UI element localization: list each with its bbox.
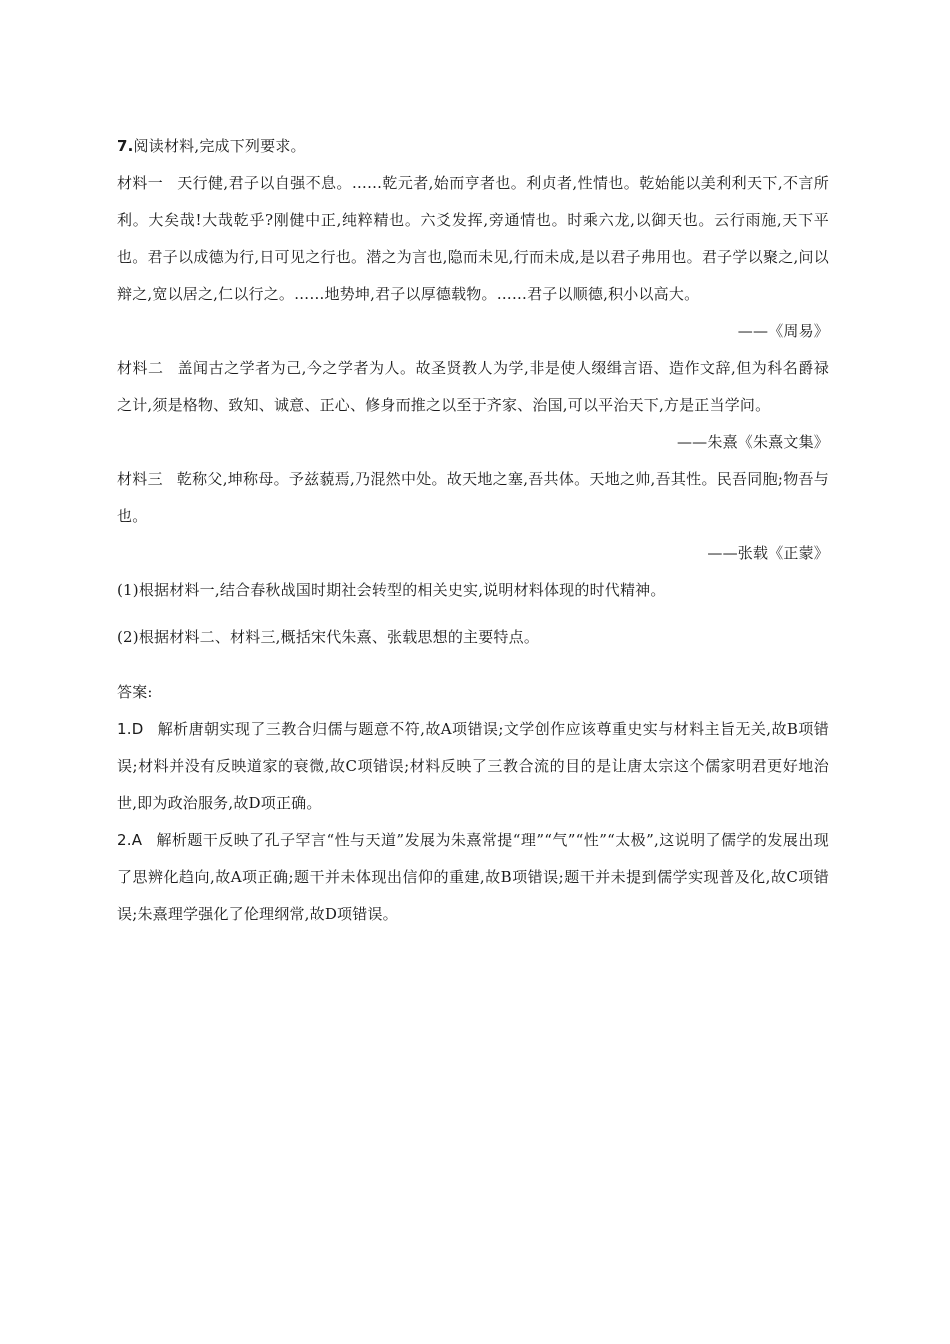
material-1-text: 天行健,君子以自强不息。……乾元者,始而亨者也。利贞者,性情也。乾始能以美利利天下,不言所利。大矣哉!大哉乾乎?刚健中正,纯粹精也。六爻发挥,旁通情也。时乘六龙,以御天也。云行雨施,天下平也。君子以成德为行,日可见之行也。潜之为言也,隐而未见,行而未成,是以君子弗用也。君子学以聚之,问以辩之,宽以居之,仁以行之。……地势坤,君子以厚德载物。……君子以顺德,积小以高大。 xyxy=(117,174,830,303)
material-1-source: ——《周易》 xyxy=(737,322,829,340)
material-3-source: ——张载《正蒙》 xyxy=(707,544,829,562)
sub-question-1: (1)根据材料一,结合春秋战国时期社会转型的相关史实,说明材料体现的时代精神。 xyxy=(117,581,666,599)
material-2-label: 材料二 xyxy=(117,359,164,377)
material-2 xyxy=(117,350,829,424)
material-3-label: 材料三 xyxy=(117,470,163,488)
document-content xyxy=(117,128,829,933)
answer-2 xyxy=(117,822,829,933)
material-3 xyxy=(117,461,829,535)
answer-1-text: 解析唐朝实现了三教合归儒与题意不符,故A项错误;文学创作应该尊重史实与材料主旨无关,故B项错误;材料并没有反映道家的衰微,故C项错误;材料反映了三教合流的目的是让唐太宗这个儒家明君更好地治世,即为政治服务,故D项正确。 xyxy=(117,720,829,812)
question-header xyxy=(117,128,829,165)
answer-2-number: 2.A xyxy=(117,831,143,849)
question-prompt: 阅读材料,完成下列要求。 xyxy=(133,137,306,155)
material-2-text: 盖闻古之学者为己,今之学者为人。故圣贤教人为学,非是使人缀缉言语、造作文辞,但为科名爵禄之计,须是格物、致知、诚意、正心、修身而推之以至于齐家、治国,可以平治天下,方是正当学问。 xyxy=(117,359,830,414)
answer-space-2 xyxy=(117,656,829,674)
question-number: 7. xyxy=(117,137,134,155)
answer-2-text: 解析题干反映了孔子罕言“性与天道”发展为朱熹常提“理”“气”“性”“太极”,这说明了儒学的发展出现了思辨化趋向,故A项正确;题干并未体现出信仰的重建,故B项错误;题干并未提到儒学实现普及化,故C项错误;朱熹理学强化了伦理纲常,故D项错误。 xyxy=(117,831,829,923)
material-3-text: 乾称父,坤称母。予兹藐焉,乃混然中处。故天地之塞,吾共体。天地之帅,吾其性。民吾同胞;物吾与也。 xyxy=(117,470,829,525)
material-2-source: ——朱熹《朱熹文集》 xyxy=(676,433,829,451)
material-1-label: 材料一 xyxy=(117,174,164,192)
answers-heading: 答案: xyxy=(117,683,153,701)
answer-1 xyxy=(117,711,829,822)
material-1 xyxy=(117,165,829,313)
answer-1-number: 1.D xyxy=(117,720,144,738)
sub-question-2: (2)根据材料二、材料三,概括宋代朱熹、张载思想的主要特点。 xyxy=(117,628,540,646)
answer-space-1 xyxy=(117,609,829,619)
